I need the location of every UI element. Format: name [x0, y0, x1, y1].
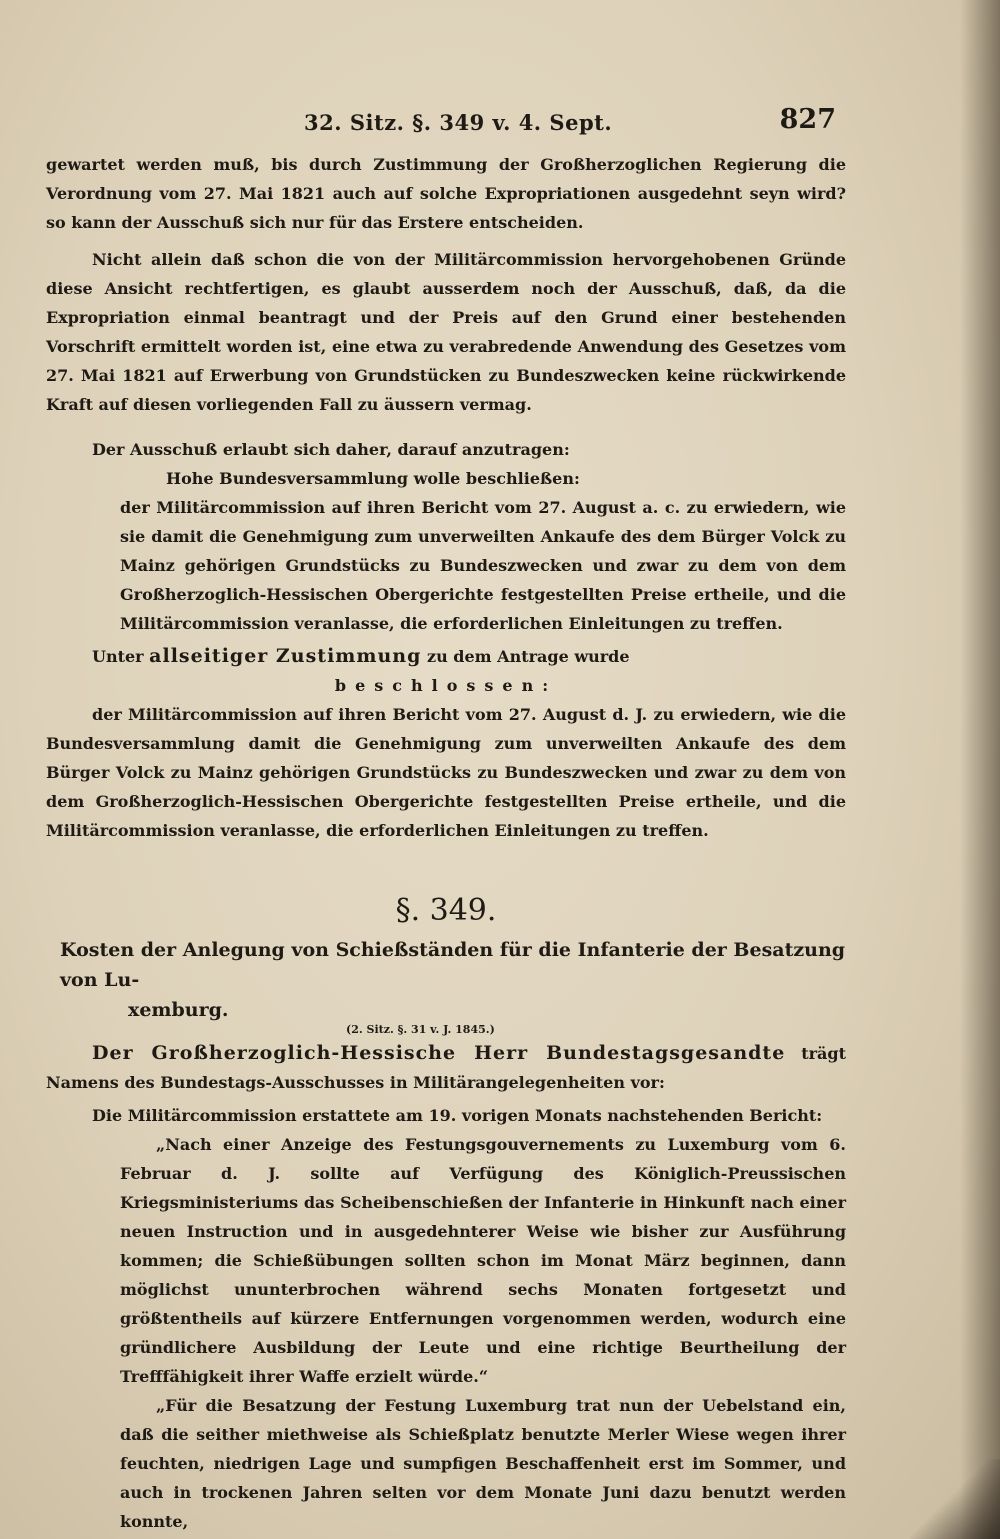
- commission-intro: Die Militärcommission erstattete am 19. vorigen Monats nachstehenden Bericht:: [92, 1106, 823, 1125]
- vote-lead: Unter: [92, 647, 144, 666]
- speaker-tail: trägt Namens des Bundestags-Ausschusses in Militärangelegenheiten vor:: [46, 1044, 846, 1092]
- resolution-text: der Militärcommission auf ihren Bericht vom 27. August d. J. zu erwiedern, wie die Bundesversammlung damit die Genehmigung zum unverweilten Ankaufe des dem Bürger Volck zu Mainz gehörigen Grundstücks zu Bundeszwecken und zwar zu dem von dem Großherzoglich-Hessischen Obergerichte festgestellten Preise ertheile, und die Militärcommission veranlasse, die erforderlichen Einleitungen zu treffen.: [46, 705, 846, 840]
- motion-intro: Der Ausschuß erlaubt sich daher, darauf anzutragen:: [92, 440, 570, 459]
- vote-line: [92, 642, 846, 671]
- section-title-line1: Kosten der Anlegung von Schießständen für die Infanterie der Besatzung von Lu-: [60, 939, 846, 991]
- page-edge-shadow: [960, 0, 1000, 1539]
- page-number: 827: [779, 104, 836, 135]
- running-head: 32. Sitz. §. 349 v. 4. Sept.: [304, 110, 613, 135]
- section-number: §. 349.: [395, 893, 497, 928]
- quote-2: „Für die Besatzung der Festung Luxemburg trat nun der Uebelstand ein, daß die seither miethweise als Schießplatz benutzte Merler Wiese wegen ihrer feuchten, niedrigen Lage und sumpfigen Beschaffenheit erst im Sommer, und auch in trockenen Jahren selten vor dem Monate Juni dazu benutzt werden konnte,: [120, 1396, 846, 1531]
- motion-text: der Militärcommission auf ihren Bericht vom 27. August a. c. zu erwiedern, wie sie damit die Genehmigung zum unverweilten Ankaufe des dem Bürger Volck zu Mainz gehörigen Grundstücks zu Bundeszwecken und zwar zu dem von dem Großherzoglich-Hessischen Obergerichte festgestellten Preise ertheile, und die Militärcommission veranlasse, die erforderlichen Einleitungen zu treffen.: [120, 498, 846, 633]
- page-header: [46, 104, 836, 144]
- motion-formula: Hohe Bundesversammlung wolle beschließen:: [166, 469, 580, 488]
- vote-tail: zu dem Antrage wurde: [427, 647, 630, 666]
- quote-1: „Nach einer Anzeige des Festungsgouvernements zu Luxemburg vom 6. Februar d. J. sollte auf Verfügung des Königlich-Preussischen Kriegsministeriums das Scheibenschießen der Infanterie in Hinkunft nach einer neuen Instruction und in ausgedehnterer Weise wie bisher zur Ausführung kommen; die Schießübungen sollten schon im Monat März beginnen, dann möglichst ununterbrochen während sechs Monaten fortgesetzt und größtentheils auf kürzere Entfernungen vorgenommen werden, wodurch eine gründlichere Ausbildung der Leute und eine richtige Beurtheilung der Trefffähigkeit ihrer Waffe erzielt würde.“: [120, 1135, 846, 1386]
- section-title: [60, 935, 846, 1025]
- resolution-heading: beschlossen:: [334, 676, 558, 695]
- section-reference: (2. Sitz. §. 31 v. J. 1845.): [346, 1023, 495, 1036]
- paragraph-2: Nicht allein daß schon die von der Militärcommission hervorgehobenen Gründe diese Ansicht rechtfertigen, es glaubt ausserdem noch der Ausschuß, daß, da die Expropriation einmal beantragt und der Preis auf den Grund einer bestehenden Vorschrift ermittelt worden ist, eine etwa zu verabredende Anwendung des Gesetzes vom 27. Mai 1821 auf Erwerbung von Grundstücken zu Bundeszwecken keine rückwirkende Kraft auf diesen vorliegenden Fall zu äussern vermag.: [46, 250, 846, 414]
- vote-emphasis: allseitiger Zustimmung: [149, 645, 422, 667]
- speaker-paragraph: [46, 1039, 846, 1097]
- body-text: [46, 150, 846, 1536]
- page-corner-curl: [910, 1459, 1000, 1539]
- paragraph-1: gewartet werden muß, bis durch Zustimmung der Großherzoglichen Regierung die Verordnung vom 27. Mai 1821 auch auf solche Expropriationen ausgedehnt seyn wird? so kann der Ausschuß sich nur für das Erstere entscheiden.: [46, 155, 846, 232]
- section-title-line2: xemburg.: [128, 999, 229, 1021]
- speaker-name: Der Großherzoglich-Hessische Herr Bundestagsgesandte: [92, 1042, 786, 1064]
